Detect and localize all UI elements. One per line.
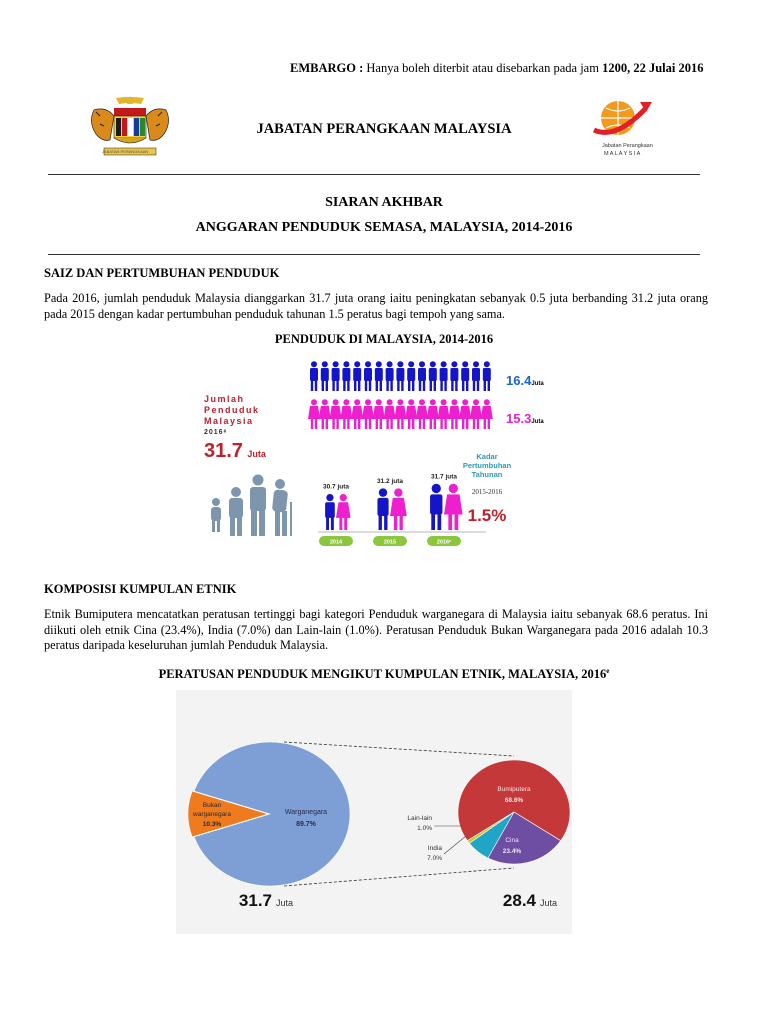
growth-label (442, 452, 532, 479)
pie-chart-svg (176, 690, 572, 934)
embargo-line (290, 61, 703, 76)
dosm-logo-icon (588, 92, 668, 150)
right-pie-unit: Juta (540, 898, 558, 908)
female-figure-icon (394, 399, 406, 429)
growth-label-line1: Kadar (476, 452, 498, 461)
male-figure-icon (386, 361, 394, 391)
female-figure-icon (438, 399, 450, 429)
growth-label-line3: Tahunan (471, 470, 503, 479)
total-label-line3: Malaysia (204, 416, 254, 426)
logo-caption-1: Jabatan Perangkaan (602, 143, 653, 149)
male-figure-icon (450, 361, 458, 391)
year-label: 2016ᵉ (436, 539, 452, 546)
section-paragraph-ethnic: Etnik Bumiputera mencatatkan peratusan tertinggi bagi kategori Penduduk warganegara di Malaysia iaitu sebanyak 68.6 peratus. Ini diikuti oleh etnik Cina (23.4%), India (7.0%) dan Lain-lain (1.0%). Peratusan Penduduk Bukan Warganegara pada 2016 adalah 10.3 peratus daripada keseluruhan jumlah Penduduk Malaysia. (44, 607, 708, 652)
male-figure-icon (353, 361, 361, 391)
female-figure-icon (308, 399, 320, 429)
ethnic-chart-title-sup: e (606, 667, 610, 675)
female-figure-icon (448, 399, 460, 429)
male-value: 16.4 (506, 373, 532, 388)
growth-label-line2: Pertumbuhan (462, 461, 512, 470)
male-total (506, 372, 544, 390)
male-figures-row (308, 360, 498, 394)
embargo-label: EMBARGO : (290, 61, 364, 75)
slice-value-bumiputera: 68.6% (504, 797, 524, 804)
female-figure-icon (384, 399, 396, 429)
section-heading-population: SAIZ DAN PERTUMBUHAN PENDUDUK (44, 266, 280, 280)
year-figure-pair (373, 478, 407, 546)
slice-label-india: India (427, 845, 442, 852)
year-value-label: 30.7 juta (322, 483, 350, 491)
slice-value-cina: 23.4% (502, 848, 522, 855)
female-value: 15.3 (506, 411, 532, 426)
header-divider (48, 174, 700, 175)
female-figure-icon (373, 399, 385, 429)
population-infographic (196, 354, 556, 560)
female-total (506, 410, 544, 428)
slice-value-lain-lain: 1.0% (417, 825, 432, 832)
left-pie-total: 31.7 (238, 891, 272, 910)
total-unit: Juta (247, 449, 266, 459)
male-figure-icon (418, 361, 426, 391)
male-figure-icon (429, 361, 437, 391)
female-figure-icon (459, 399, 471, 429)
release-title: SIARAN AKHBAR (325, 195, 443, 210)
ethnic-chart-title (0, 667, 768, 682)
male-figure-icon (396, 361, 404, 391)
section-heading-ethnic: KOMPOSISI KUMPULAN ETNIK (44, 582, 237, 596)
female-figure-icon (405, 399, 417, 429)
family-icon (202, 472, 298, 538)
female-figure-icon (362, 399, 374, 429)
female-figure-icon (427, 399, 439, 429)
section-paragraph-population: Pada 2016, jumlah penduduk Malaysia dianggarkan 31.7 juta orang iaitu peningkatan sebanyak 0.5 juta berbanding 31.2 juta orang pada 2015 dengan kadar pertumbuhan penduduk tahunan 1.5 peratus bagi tempoh yang sama. (44, 291, 708, 321)
male-figure-icon (407, 361, 415, 391)
male-unit: Juta (531, 381, 544, 387)
total-label-year: 2016ᵉ (204, 429, 228, 436)
male-figure-icon (461, 361, 469, 391)
growth-period: 2015-2016 (471, 488, 503, 496)
female-figure-icon (330, 399, 342, 429)
growth-value: 1.5% (467, 506, 507, 525)
title-divider (48, 254, 700, 255)
slice-label-bumiputera: Bumiputera (497, 786, 531, 793)
female-figure-icon (481, 399, 493, 429)
slice-label-bukan-1: Bukan (202, 802, 222, 809)
year-figure-pair (319, 484, 353, 546)
slice-value-bukan: 10.3% (202, 821, 222, 828)
leader-line (444, 836, 466, 854)
slice-label-warganegara: Warganegara (284, 809, 328, 816)
male-figure-icon (321, 361, 329, 391)
slice-label-lain-lain: Lain-lain (407, 815, 432, 822)
year-label: 2015 (383, 539, 397, 546)
slice-value-warganegara: 89.7% (296, 821, 316, 828)
right-pie-total: 28.4 (502, 891, 536, 910)
male-figure-icon (375, 361, 383, 391)
slice-value-india: 7.0% (427, 855, 442, 862)
female-figures-row (308, 398, 498, 432)
male-figure-icon (310, 361, 318, 391)
total-label (204, 394, 260, 438)
female-figure-icon (470, 399, 482, 429)
ethnic-pie-chart (176, 690, 572, 934)
population-chart-title: PENDUDUK DI MALAYSIA, 2014-2016 (274, 332, 494, 346)
total-value: 31.7 (204, 440, 243, 462)
left-pie-unit: Juta (276, 898, 294, 908)
male-figure-icon (342, 361, 350, 391)
total-label-line1: Jumlah (204, 394, 245, 404)
ethnic-chart-title-text: PERATUSAN PENDUDUK MENGIKUT KUMPULAN ETNIK, MALAYSIA, 2016 (158, 667, 607, 682)
slice-label-cina: Cina (505, 837, 519, 844)
female-figure-icon (416, 399, 428, 429)
total-label-line2: Penduduk (204, 405, 260, 415)
female-figure-icon (351, 399, 363, 429)
female-unit: Juta (531, 419, 544, 425)
total-figure (204, 440, 266, 463)
embargo-time: 1200, 22 Julai 2016 (602, 61, 704, 75)
year-value-label: 31.2 juta (376, 478, 404, 486)
slice-label-bukan-2: warganegara (193, 811, 231, 818)
logo-caption-2: M A L A Y S I A (604, 151, 641, 157)
female-figure-icon (340, 399, 352, 429)
male-figure-icon (332, 361, 340, 391)
year-label: 2014 (329, 539, 343, 546)
male-figure-icon (364, 361, 372, 391)
male-figure-icon (472, 361, 480, 391)
female-figure-icon (319, 399, 331, 429)
connector-line (284, 742, 514, 756)
release-subtitle: ANGGARAN PENDUDUK SEMASA, MALAYSIA, 2014-2016 (195, 220, 573, 235)
male-figure-icon (483, 361, 491, 391)
year-value-label: 31.7 juta (430, 473, 458, 481)
agency-name: JABATAN PERANGKAAN MALAYSIA (256, 121, 512, 137)
crest-caption: JABATAN PERANGKAAN (102, 149, 149, 154)
male-figure-icon (440, 361, 448, 391)
embargo-text: Hanya boleh diterbit atau disebarkan pada jam (366, 61, 599, 75)
